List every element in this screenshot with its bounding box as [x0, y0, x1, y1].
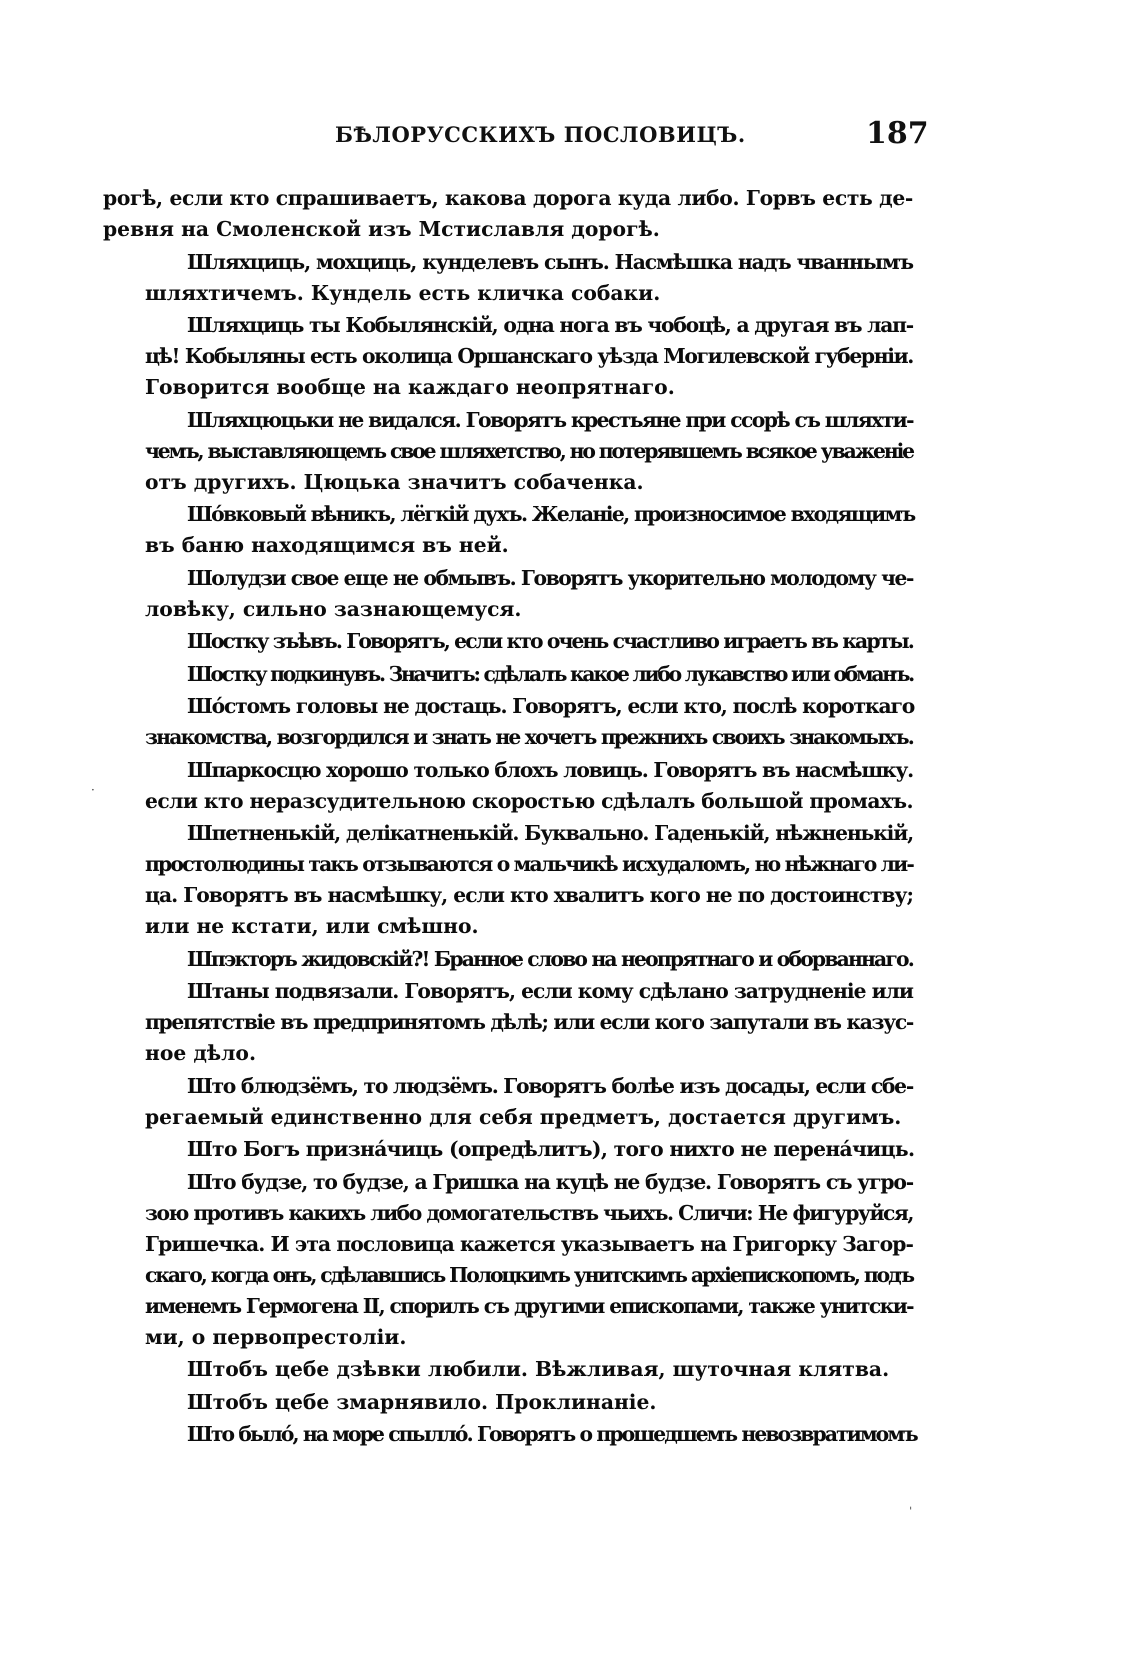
paragraph: [103, 1387, 913, 1418]
paragraph: [103, 659, 913, 690]
paragraph: [103, 1134, 913, 1165]
paragraph: [103, 1071, 913, 1133]
text-line: цѣ! Кобыляны есть околица Оршанскаго уѣзда Могилевской губерніи.: [145, 344, 913, 368]
paragraph: [103, 691, 913, 753]
paragraph: [103, 1419, 917, 1450]
text-line: Шостку зъѣвъ. Говорятъ, если кто очень счастливо играетъ въ карты.: [187, 629, 913, 653]
running-title: БѢЛОРУССКИХЪ ПОСЛОВИЦЪ.: [335, 122, 746, 147]
text-line: или не кстати, или смѣшно.: [145, 914, 479, 938]
text-line: Шпэкторъ жидовскій?! Бранное слово на неопрятнаго и оборваннаго.: [187, 946, 913, 971]
text-line: Шляхцюцьки не видался. Говорятъ крестьяне при ссорѣ съ шляхти-: [187, 407, 913, 432]
text-line: простолюдины такъ отзываются о мальчикѣ исхудаломъ, но нѣжнаго ли-: [145, 852, 913, 876]
paragraph: [103, 247, 913, 309]
text-line: Штаны подвязали. Говорятъ, если кому сдѣлано затрудненіе или: [187, 979, 913, 1003]
text-line: Што было́, на море спылло́. Говорятъ о прошедшемъ невозвратимомъ: [187, 1422, 917, 1446]
paragraph: [103, 818, 913, 942]
text-line: скаго, когда онъ, сдѣлавшись Полоцкимъ унитскимъ архіепископомъ, подъ: [145, 1262, 913, 1287]
text-line: если кто неразсудительною скоростью сдѣлалъ большой промахъ.: [145, 788, 913, 813]
text-line: Штобъ цебе змарнявило. Проклинаніе.: [187, 1389, 657, 1414]
paragraph: [103, 944, 913, 975]
text-line: Шолудзи свое еще не обмывъ. Говорятъ укорительно молодому че-: [187, 565, 913, 590]
text-line: Шляхциць ты Кобылянскій, одна нога въ чобоцѣ, а другая въ лап-: [187, 313, 914, 337]
text-line: шляхтичемъ. Кундель есть кличка собаки.: [145, 280, 661, 305]
paragraph: [103, 405, 913, 498]
text-line: Гришечка. И эта пословица кажется указываетъ на Григорку Загор-: [145, 1231, 913, 1256]
text-line: Шпетненькій, делікатненькій. Буквально. Гаденькій, нѣжненькій,: [187, 821, 913, 845]
stray-mark: ·: [91, 783, 95, 797]
paragraph: [103, 310, 913, 403]
text-line: ца. Говорятъ въ насмѣшку, если кто хвалитъ кого не по достоинству;: [145, 883, 913, 907]
text-line: знакомства, возгордился и знать не хочетъ прежнихъ своихъ знакомыхъ.: [145, 725, 913, 749]
text-line: Штобъ цебе дзѣвки любили. Вѣжливая, шуточная клятва.: [187, 1357, 890, 1381]
text-line: Шо́стомъ головы не достаць. Говорятъ, если кто, послѣ короткаго: [187, 694, 915, 718]
text-line: ное дѣло.: [145, 1041, 257, 1065]
text-line: ми, о первопрестоліи.: [145, 1324, 407, 1349]
paragraph: [103, 183, 913, 245]
text-line: зою противъ какихъ либо домогательствъ чьихъ. Сличи: Не фигуруйся,: [145, 1200, 913, 1225]
text-line: Шпаркосцю хорошо только блохъ ловиць. Говорятъ въ насмѣшку.: [187, 757, 913, 782]
text-line: въ баню находящимся въ ней.: [145, 533, 509, 557]
page-body: [103, 183, 917, 1452]
paragraph: [103, 976, 913, 1069]
text-line: Говорится вообще на каждаго неопрятнаго.: [145, 375, 675, 399]
text-line: Шо́вковый вѣникъ, лёгкій духъ. Желаніе, произносимое входящимъ: [187, 502, 915, 526]
paragraph: [103, 1167, 913, 1353]
stray-mark: ˈ: [909, 1505, 913, 1519]
text-line: Шостку подкинувъ. Значитъ: сдѣлалъ какое либо лукавство или обманъ.: [187, 661, 913, 686]
text-line: Што блюдзёмъ, то людзёмъ. Говорятъ болѣе изъ досады, если сбе-: [187, 1073, 913, 1098]
text-line: регаемый единственно для себя предметъ, достается другимъ.: [145, 1104, 902, 1129]
paragraph: [103, 499, 913, 561]
text-line: рогѣ, если кто спрашиваетъ, какова дорога куда либо. Горвъ есть де-: [103, 186, 913, 210]
paragraph: [103, 563, 913, 625]
text-line: ловѣку, сильно зазнающемуся.: [145, 596, 522, 621]
page-number: 187: [866, 116, 929, 151]
text-line: Шляхциць, мохциць, кунделевъ сынъ. Насмѣшка надъ чваннымъ: [187, 249, 913, 274]
text-line: ревня на Смоленской изъ Мстиславля дорогѣ.: [103, 217, 660, 241]
text-line: Што будзе, то будзе, а Гришка на куцѣ не будзе. Говорятъ съ угро-: [187, 1169, 913, 1194]
text-line: именемъ Гермогена II, спорилъ съ другими епископами, также унитски-: [145, 1293, 913, 1318]
paragraph: [103, 755, 913, 817]
text-line: препятствіе въ предпринятомъ дѣлѣ; или если кого запутали въ казус-: [145, 1010, 913, 1034]
text-line: Што Богъ призна́чиць (опредѣлитъ), того нихто не перена́чиць.: [187, 1137, 915, 1161]
paragraph: [103, 1354, 913, 1385]
text-line: чемъ, выставляющемъ свое шляхетство, но потерявшемъ всякое уваженіе: [145, 438, 913, 463]
paragraph: [103, 626, 913, 657]
text-line: отъ другихъ. Цюцька значитъ собаченка.: [145, 469, 644, 494]
